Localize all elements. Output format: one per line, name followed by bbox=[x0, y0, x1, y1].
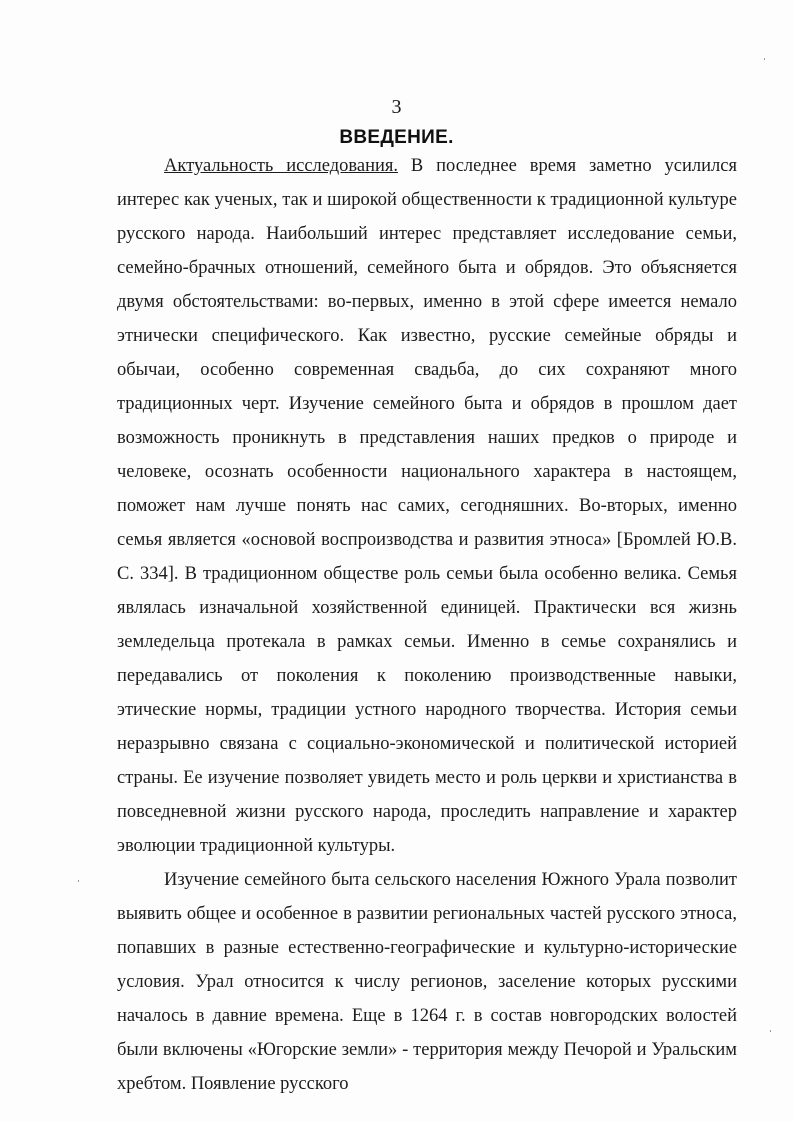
section-heading: ВВЕДЕНИЕ. bbox=[339, 127, 454, 148]
paragraph-south-ural: Изучение семейного быта сельского населения Южного Урала позволит выявить общее и особенное в развитии региональных частей русского этноса, попавших в разные естественно-географические и культурно-исторические условия. Урал относится к числу регионов, заселение которых русскими началось в давние времена. Еще в 1264 г. в состав новгородских волостей были включены «Югорские земли» - территория между Печорой и Уральским хребтом. Появление русского bbox=[117, 870, 737, 1094]
scan-mark-bottom bbox=[770, 1030, 771, 1032]
scan-mark-left bbox=[78, 880, 79, 882]
relevance-term: Актуальность исследования. bbox=[164, 156, 399, 176]
paragraph-relevance-text: В последнее время заметно усилился интерес как ученых, так и широкой общественности к традиционной культуре русского народа. Наибольший интерес представляет исследование семьи, семейно-брачных отношений, семейного быта и обрядов. Это объясняется двумя обстоятельствами: во-первых, именно в этой сфере имеется немало этнически специфического. Как известно, русские семейные обряды и обычаи, особенно современная свадьба, до сих сохраняют много традиционных черт. Изучение семейного быта и обрядов в прошлом дает возможность проникнуть в представления наших предков о природе и человеке, осознать особенности национального характера в настоящем, поможет нам лучше понять нас самих, сегодняшних. Во-вторых, именно семья является «основой воспроизводства и развития этноса» [Бромлей Ю.В. С. 334]. В традиционном обществе роль семьи была особенно велика. Семья являлась изначальной хозяйственной единицей. Практически вся жизнь земледельца протекала в рамках семьи. Именно в семье сохранялись и передавались от поколения к поколению производственные навыки, этические нормы, традиции устного народного творчества. История семьи неразрывно связана с социально-экономической и политической историей страны. Ее изучение позволяет увидеть место и роль церкви и христианства в повседневной жизни русского народа, проследить направление и характер эволюции традиционной культуры. bbox=[117, 156, 737, 856]
page-number: 3 bbox=[391, 96, 402, 118]
scan-mark-right bbox=[764, 58, 765, 60]
paragraph-relevance bbox=[117, 149, 737, 863]
body-text bbox=[117, 149, 737, 1101]
